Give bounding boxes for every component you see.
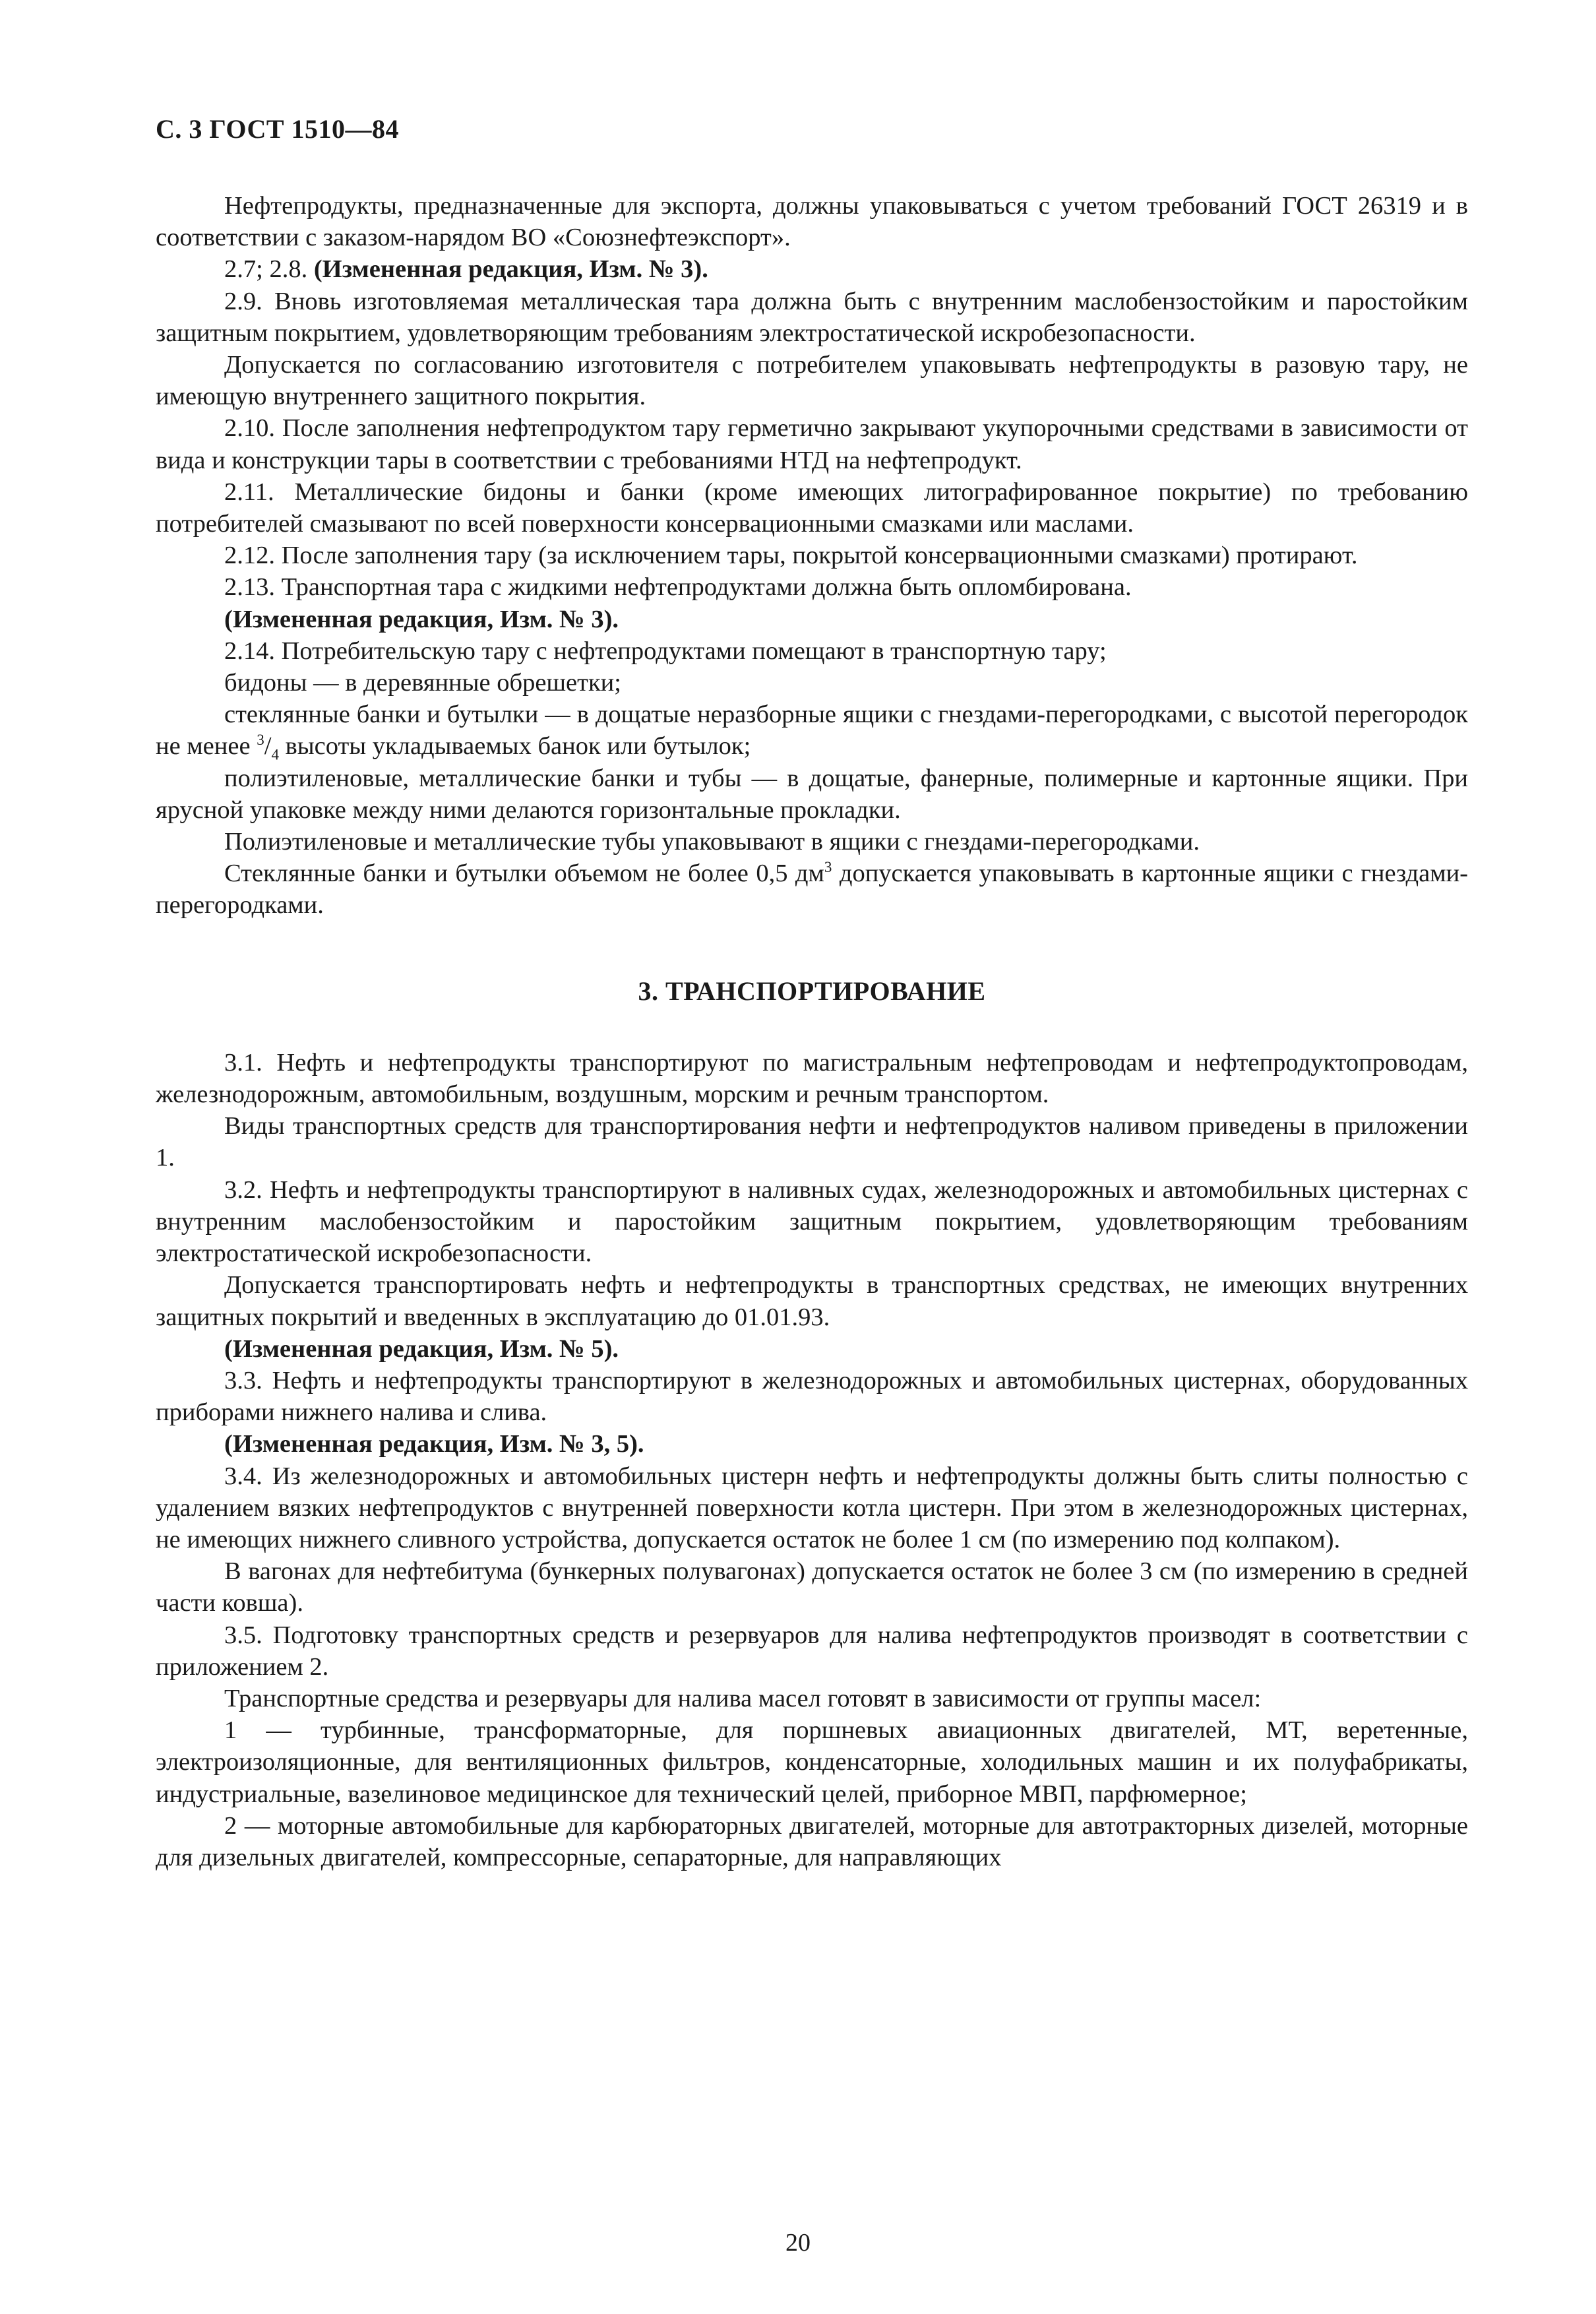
paragraph: 2.11. Металлические бидоны и банки (кроме имеющих литографированное покрытие) по требованию потребителей смазывают по всей поверхности консервационными смазками или маслами. [156,478,1468,538]
paragraph: 2 — моторные автомобильные для карбюраторных двигателей, моторные для автотракторных дизелей, моторные для дизельных двигателей, компрессорные, сепараторные, для направляющих [156,1811,1468,1871]
page-number: 20 [785,2229,811,2257]
amendment-note: (Измененная редакция, Изм. № 3). [224,605,619,633]
amendment-note: (Измененная редакция, Изм. № 5). [224,1334,619,1363]
paragraph: 2.14. Потребительскую тару с нефтепродуктами помещают в транспортную тару; [224,637,1107,665]
paragraph: Виды транспортных средств для транспортирования нефти и нефтепродуктов наливом приведены в приложении 1. [156,1112,1468,1172]
section-title: 3. ТРАНСПОРТИРОВАНИЕ [638,976,986,1006]
paragraph: 3.5. Подготовку транспортных средств и резервуаров для налива нефтепродуктов производят в соответствии с приложением 2. [156,1621,1468,1681]
paragraph: 2.12. После заполнения тару (за исключением тары, покрытой консервационными смазками) протирают. [224,542,1358,570]
page-header: С. 3 ГОСТ 1510—84 [156,114,400,144]
paragraph: стеклянные банки и бутылки — в дощатые неразборные ящики с гнездами-перегородками, с высотой перегородок не менее $^3/_4$ высоты укладываемых банок или бутылок; [156,701,1468,764]
paragraph: 3.2. Нефть и нефтепродукты транспортируют в наливных судах, железнодорожных и автомобильных цистернах с внутренним маслобензостойким и паростойким защитным покрытием, удовлетворяющим требованиям электростатической искробезопасности. [156,1175,1468,1268]
paragraph: Полиэтиленовые и металлические тубы упаковывают в ящики с гнездами-перегородками. [224,828,1200,856]
paragraph: 2.9. Вновь изготовляемая металлическая тара должна быть с внутренним маслобензостойким и паростойким защитным покрытием, удовлетворяющим требованиям электростатической искробезопасности. [156,287,1468,347]
paragraph: Допускается по согласованию изготовителя с потребителем упаковывать нефтепродукты в разовую тару, не имеющую внутреннего защитного покрытия. [156,351,1468,411]
paragraph: 3.3. Нефть и нефтепродукты транспортируют в железнодорожных и автомобильных цистернах, оборудованных приборами нижнего налива и слива. [156,1366,1468,1427]
amendment-note: (Измененная редакция, Изм. № 3, 5). [224,1430,644,1458]
section-3-body [156,1047,1468,1873]
paragraph [156,1333,1468,1365]
paragraph [156,1428,1468,1460]
section-2-continuation [156,190,1468,922]
paragraph: 3.1. Нефть и нефтепродукты транспортируют по магистральным нефтепроводам и нефтепродуктопроводам, железнодорожным, автомобильным, воздушным, морским и речным транспортом. [156,1048,1468,1109]
paragraph: 3.4. Из железнодорожных и автомобильных цистерн нефть и нефтепродукты должны быть слиты полностью с удалением вязких нефтепродуктов с внутренней поверхности котла цистерн. При этом в железнодорожных цистернах, не имеющих нижнего сливного устройства, допускается остаток не более 1 см (по измерению под колпаком). [156,1462,1468,1553]
paragraph [156,604,1468,635]
paragraph: 2.13. Транспортная тара с жидкими нефтепродуктами должна быть опломбирована. [224,573,1132,602]
amendment-note: (Измененная редакция, Изм. № 3). [313,255,708,284]
paragraph: В вагонах для нефтебитума (бункерных полувагонах) допускается остаток не более 3 см (по измерению в средней части ковша). [156,1557,1468,1617]
paragraph: 2.10. После заполнения нефтепродуктом тару герметично закрывают укупорочными средствами в зависимости от вида и конструкции тары в соответствии с требованиями НТД на нефтепродукт. [156,414,1468,474]
paragraph: Транспортные средства и резервуары для налива масел готовят в зависимости от группы масел: [224,1684,1262,1712]
paragraph: Стеклянные банки и бутылки объемом не более 0,5 $дм^3$ допускается упаковывать в картонные ящики с гнездами-перегородками. [156,858,1468,920]
document-body [156,190,1468,1873]
paragraph: Нефтепродукты, предназначенные для экспорта, должны упаковываться с учетом требований ГОСТ 26319 и в соответствии с заказом-нарядом ВО «Союзнефтеэкспорт». [156,192,1468,252]
paragraph: 2.7; 2.8. (Измененная редакция, Изм. № 3). [224,255,708,284]
paragraph: Допускается транспортировать нефть и нефтепродукты в транспортных средствах, не имеющих внутренних защитных покрытий и введенных в эксплуатацию до 01.01.93. [156,1271,1468,1331]
paragraph: бидоны — в деревянные обрешетки; [224,669,621,697]
paragraph: полиэтиленовые, металлические банки и тубы — в дощатые, фанерные, полимерные и картонные ящики. При ярусной упаковке между ними делаются горизонтальные прокладки. [156,764,1468,824]
paragraph: 1 — турбинные, трансформаторные, для поршневых авиационных двигателей, МТ, веретенные, электроизоляционные, для вентиляционных фильтров, конденсаторные, холодильных машин и их полуфабрикаты, индустриальные, вазелиновое медицинское для технический целей, приборное МВП, парфюмерное; [156,1716,1468,1808]
